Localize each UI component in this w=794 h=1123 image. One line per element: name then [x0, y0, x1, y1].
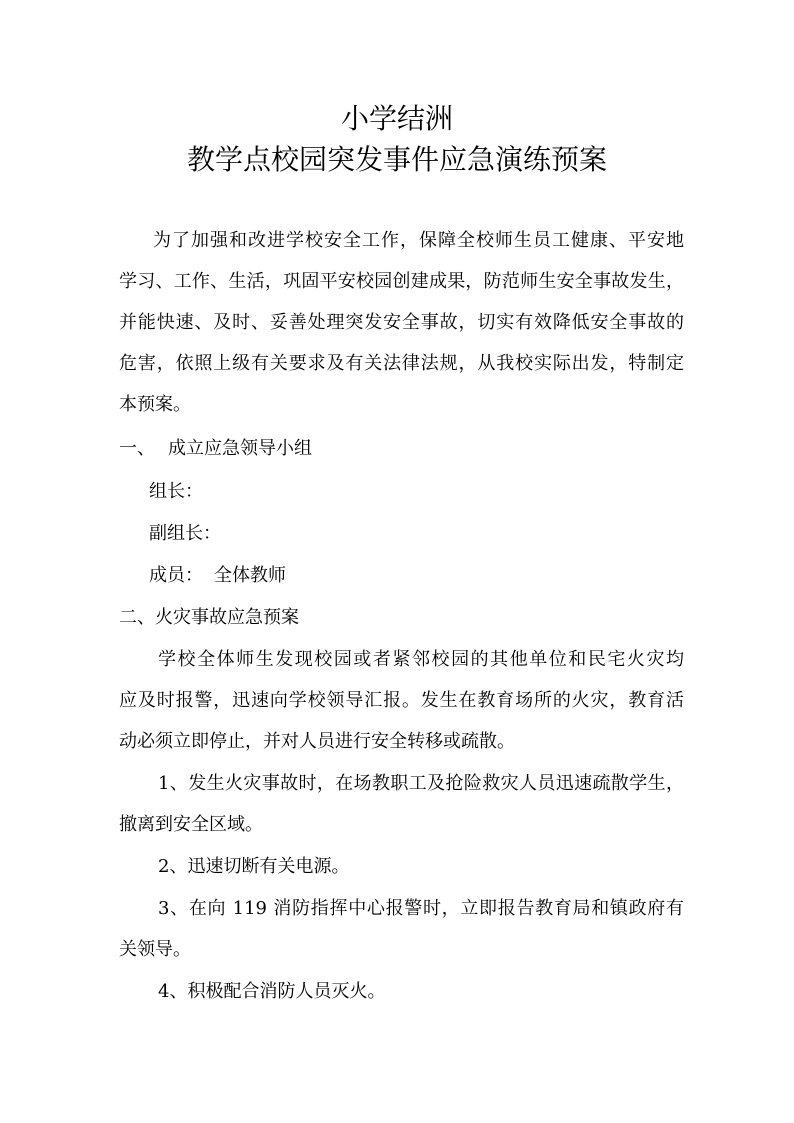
intro-line: 学习、工作、生活，巩固平安校园创建成果，防范师生安全事故发生， — [119, 271, 684, 292]
item2-line: 2、迅速切断有关电源。 — [158, 856, 350, 877]
section1-heading-number: 一、 — [119, 438, 155, 459]
item3-line: 关领导。 — [119, 939, 191, 960]
item1-line: 1、发生火灾事故时，在场教职工及抢险救灾人员迅速疏散学生， — [158, 773, 684, 794]
intro-line: 并能快速、及时、妥善处理突发安全事故，切实有效降低安全事故的 — [119, 312, 684, 333]
document-title-line1: 小学结洲 — [340, 102, 453, 135]
section2-para-line: 学校全体师生发现校园或者紧邻校园的其他单位和民宅火灾均 — [158, 649, 684, 670]
item3-line: 3、在向 119 消防指挥中心报警时，立即报告教育局和镇政府有 — [158, 898, 684, 919]
intro-line: 为了加强和改进学校安全工作，保障全校师生员工健康、平安地 — [153, 230, 684, 251]
deputy-label: 副组长： — [149, 523, 221, 544]
intro-line: 本预案。 — [119, 394, 191, 415]
intro-line: 危害，依照上级有关要求及有关法律法规，从我校实际出发，特制定 — [119, 353, 684, 374]
section2-heading: 二、火灾事故应急预案 — [119, 607, 299, 628]
members-value: 全体教师 — [214, 565, 286, 586]
members-label: 成员： — [149, 565, 203, 586]
item4-line: 4、积极配合消防人员灭火。 — [158, 981, 386, 1002]
section2-para-line: 动必须立即停止，并对人员进行安全转移或疏散。 — [119, 731, 515, 752]
item1-line: 撤离到安全区域。 — [119, 814, 263, 835]
document-title-line2: 教学点校园突发事件应急演练预案 — [186, 143, 607, 176]
leader-label: 组长： — [149, 481, 203, 502]
section1-heading: 成立应急领导小组 — [168, 438, 312, 459]
section2-para-line: 应及时报警，迅速向学校领导汇报。发生在教育场所的火灾，教育活 — [119, 690, 684, 711]
